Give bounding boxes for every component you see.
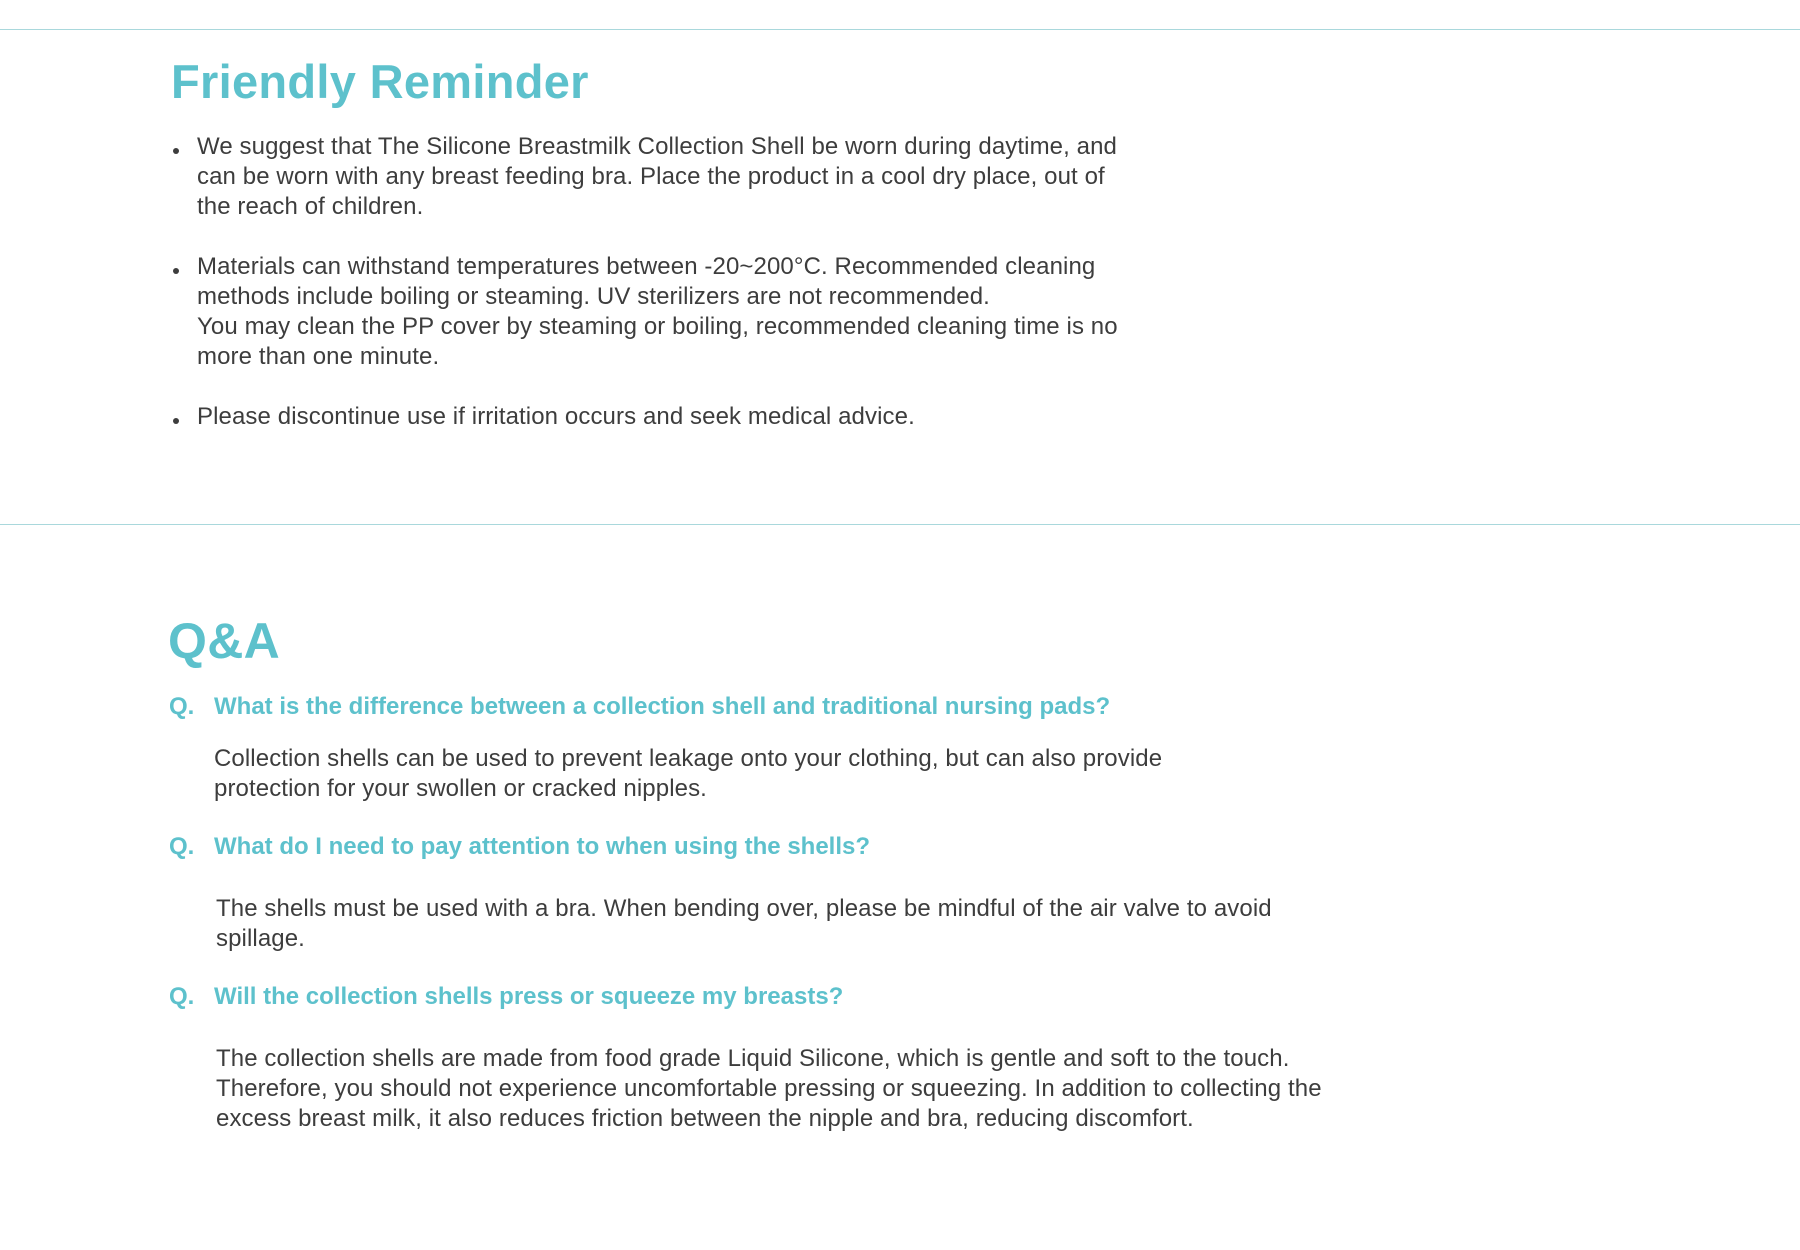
- answer-text-line: Collection shells can be used to prevent leakage onto your clothing, but can also provide: [214, 745, 1163, 772]
- bullet-dot: [173, 268, 179, 274]
- reminder-item: [171, 402, 1291, 432]
- section-divider: [0, 524, 1800, 525]
- qa-question: [169, 692, 1589, 722]
- reminder-text-line: can be worn with any breast feeding bra. Place the product in a cool dry place, out of: [197, 163, 1105, 190]
- friendly-reminder-title: Friendly Reminder: [171, 55, 589, 108]
- question-text: What do I need to pay attention to when using the shells?: [214, 833, 871, 860]
- bullet-dot: [173, 418, 179, 424]
- qa-item: [169, 832, 1589, 954]
- answer-text-line: spillage.: [216, 925, 305, 952]
- top-divider: [0, 29, 1800, 30]
- reminder-text-line: Materials can withstand temperatures between -20~200°C. Recommended cleaning: [197, 253, 1096, 280]
- reminder-text-line: methods include boiling or steaming. UV sterilizers are not recommended.: [197, 283, 990, 310]
- answer-text-line: protection for your swollen or cracked nipples.: [214, 775, 707, 802]
- reminder-text-line: the reach of children.: [197, 193, 424, 220]
- qa-answer: [169, 744, 1589, 804]
- reminder-text-line: more than one minute.: [197, 343, 440, 370]
- answer-text-line: The collection shells are made from food grade Liquid Silicone, which is gentle and soft to the touch.: [216, 1045, 1290, 1072]
- answer-text-line: The shells must be used with a bra. When bending over, please be mindful of the air valve to avoid: [216, 895, 1272, 922]
- question-marker: Q.: [169, 833, 195, 860]
- qa-item: [169, 692, 1589, 804]
- qa-answer: [169, 1044, 1589, 1134]
- reminder-text-line: We suggest that The Silicone Breastmilk Collection Shell be worn during daytime, and: [197, 133, 1117, 160]
- reminder-text-line: You may clean the PP cover by steaming or boiling, recommended cleaning time is no: [197, 313, 1118, 340]
- question-text: Will the collection shells press or squeeze my breasts?: [214, 983, 844, 1010]
- answer-text-line: excess breast milk, it also reduces friction between the nipple and bra, reducing discomfort.: [216, 1105, 1194, 1132]
- qa-item: [169, 982, 1589, 1134]
- question-marker: Q.: [169, 693, 195, 720]
- qa-answer: [169, 894, 1589, 954]
- bullet-dot: [173, 148, 179, 154]
- question-text: What is the difference between a collection shell and traditional nursing pads?: [214, 693, 1111, 720]
- qa-title: Q&A: [168, 613, 281, 669]
- answer-text-line: Therefore, you should not experience uncomfortable pressing or squeezing. In addition to collecting the: [216, 1075, 1322, 1102]
- qa-question: [169, 832, 1589, 862]
- question-marker: Q.: [169, 983, 195, 1010]
- reminder-item: [171, 252, 1291, 372]
- qa-question: [169, 982, 1589, 1012]
- reminder-list: [171, 132, 1291, 462]
- reminder-item: [171, 132, 1291, 222]
- reminder-text-line: Please discontinue use if irritation occurs and seek medical advice.: [197, 403, 915, 430]
